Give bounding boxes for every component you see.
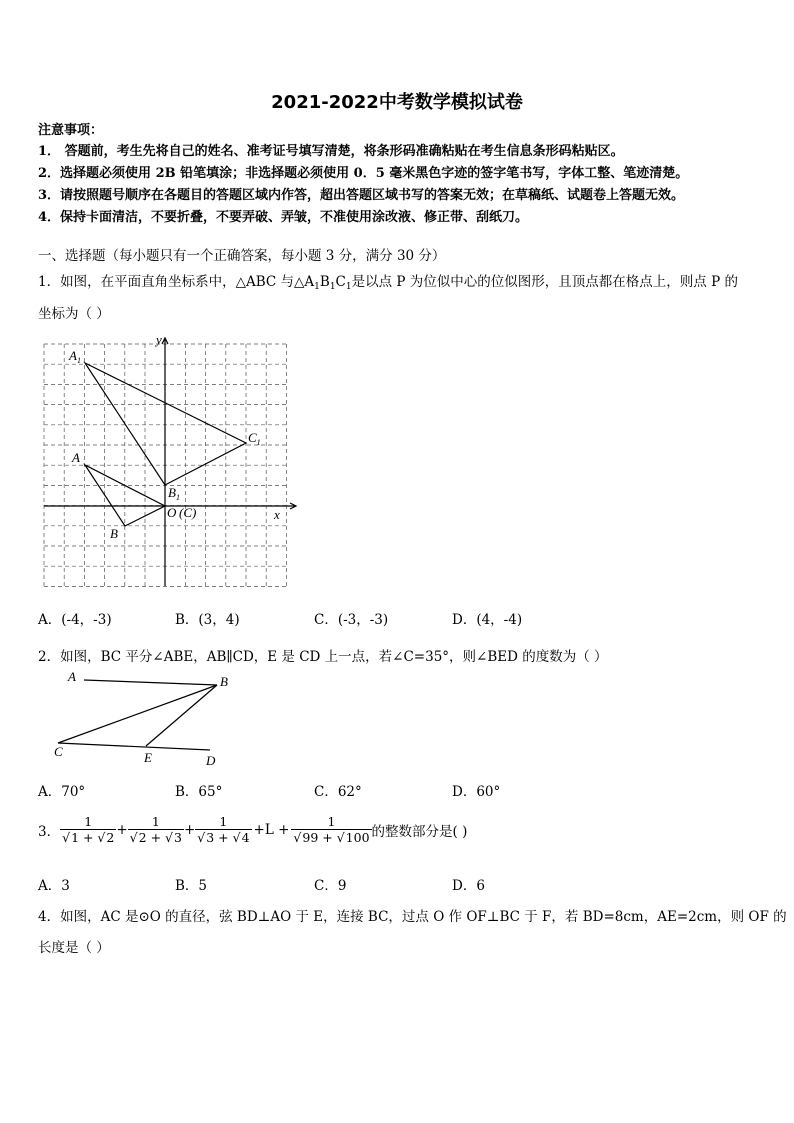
section-heading: 一、选择题（每小题只有一个正确答案，每小题 3 分，满分 30 分） [38,248,446,264]
label-o: O [167,505,177,520]
y-label: y [156,334,162,347]
q3-term-2: $\frac{1}{√2 + √3}$ [129,814,182,845]
line-bc [58,685,217,743]
label-e: E [144,750,152,765]
notice-item-4: 4．保持卡面清洁，不要折叠，不要弄破、弄皱，不准使用涂改液、修正带、刮纸刀。 [38,210,529,225]
q3-option-c: C．9 [314,878,347,894]
q3-term-1: $\frac{1}{√1 + √2}$ [62,814,115,845]
q2-option-d: D．60° [452,784,501,800]
q4-stem-line2: 长度是（ ） [38,940,110,956]
notice-item-3: 3．请按照题号顺序在各题目的答题区域内作答，超出答题区域书写的答案无效；在草稿纸、试题卷上答题无效。 [38,188,685,203]
notice-item-1: 1． 答题前，考生先将自己的姓名、准考证号填写清楚，将条形码准确粘贴在考生信息条形码粘贴区。 [38,144,624,159]
label-b1: $B_1$ [168,485,180,502]
q2-option-b: B．65° [175,784,223,800]
label-c: (C) [179,505,197,520]
q2-option-c: C．62° [314,784,362,800]
label-b: B [220,674,228,689]
q1-option-c: C．(-3，-3) [314,612,389,628]
q3-option-d: D．6 [452,878,485,894]
q2-stem: 2．如图，BC 平分∠ABE，AB∥CD，E 是 CD 上一点，若∠C=35°，则∠BED 的度数为（ ） [38,649,608,665]
q3-term-3: $\frac{1}{√3 + √4}$ [197,814,250,845]
label-c1: $C_1$ [248,430,261,447]
q2-parallel-figure [50,668,236,770]
q4-stem-line1: 4．如图，AC 是⊙O 的直径，弦 BD⊥AO 于 E，连接 BC，过点 O 作 OF⊥BC 于 F，若 BD=8cm，AE=2cm，则 OF 的 [38,909,787,925]
page-title: 2021-2022中考数学模拟试卷 [271,92,523,113]
line-be [146,685,217,746]
q1-stem-line1: 1．如图，在平面直角坐标系中，△ABC 与$\triangle A_1B_1C_1$是以点 P 为位似中心的位似图形，且顶点都在格点上，则点 P 的 [38,274,738,292]
label-d: D [206,753,216,768]
q3-option-a: A．3 [38,878,70,894]
notice-heading: 注意事项： [38,123,104,138]
q3-stem: 3． $\frac{1}{√1 + √2}$ + $\frac{1}{√2 + √3}$ + $\frac{1}{√3 + √4}$ +L + $\frac{1}{√99 + √100}$ 的整数部分是( ) [38,814,468,845]
line-cd [58,743,210,750]
label-a: A [68,669,76,684]
label-c: C [54,744,63,759]
q3-term-last: $\frac{1}{√99 + √100}$ [293,814,370,845]
q3-option-b: B．5 [175,878,208,894]
q1-stem-line2: 坐标为（ ） [38,306,110,322]
q1-option-a: A．(-4，-3) [38,612,112,628]
q2-option-a: A．70° [38,784,86,800]
triangle-abc [85,465,165,526]
label-b: B [110,526,118,541]
x-label: x [274,507,280,522]
line-ab [84,680,217,685]
notice-item-2: 2．选择题必须使用 2B 铅笔填涂；非选择题必须使用 0．5 毫米黑色字迹的签字笔书写，字体工整、笔迹清楚。 [38,166,689,181]
q1-option-b: B．(3，4) [175,612,240,628]
q1-coordinate-figure [38,334,300,590]
label-a1: $A_1$ [69,348,81,365]
q1-option-d: D．(4，-4) [452,612,523,628]
label-a: A [72,450,80,465]
